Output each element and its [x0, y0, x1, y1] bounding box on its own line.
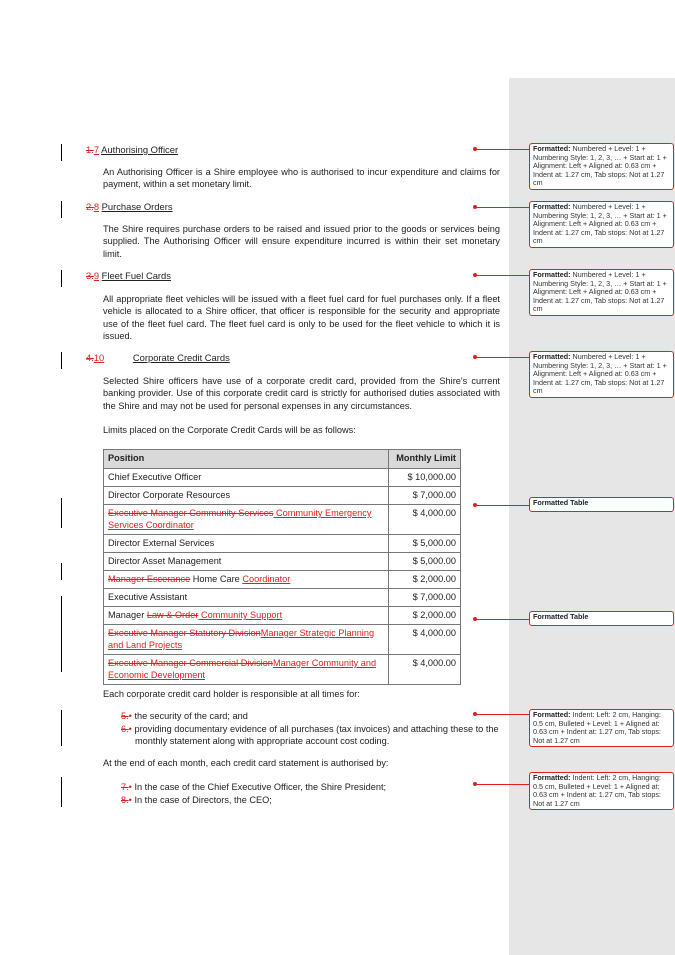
deleted-text: Law & Order — [146, 610, 199, 620]
change-bar — [61, 596, 62, 613]
table-row — [104, 607, 461, 625]
table-row — [104, 571, 461, 589]
change-bar — [61, 201, 62, 218]
anchor-dot — [473, 503, 477, 507]
callout-text: Numbered + Level: 1 + Numbering Style: 1, 2, 3, … + Start at: 1 + Alignment: Left + Aligned at: 0.63 cm + Indent at: 1.27 cm, Tab stops: Not at 1.27 cm — [533, 202, 667, 246]
inserted-number: 10 — [93, 352, 105, 363]
inserted-text: Community Support — [198, 610, 283, 620]
section-title: Purchase Orders — [101, 201, 173, 212]
anchor-dot — [473, 712, 477, 716]
position-cell — [104, 469, 389, 487]
list-marker — [121, 782, 132, 792]
change-bar — [61, 270, 62, 287]
position-text: Manager — [108, 610, 147, 620]
section-paragraph: Selected Shire officers have use of a corporate credit card, provided from the Shire's current banking provider. Use of this corporate credit card is strictly for authorised duties associated with the Shire and may not be used for personal expenses in any circumstances. — [103, 376, 500, 411]
format-callout[interactable] — [529, 351, 674, 398]
list-item — [121, 723, 501, 748]
callout-label: Formatted: — [533, 144, 571, 153]
list-marker — [121, 795, 132, 805]
statement-intro: At the end of each month, each credit card statement is authorised by: — [103, 758, 389, 768]
position-text: Director Asset Management — [108, 556, 222, 566]
inserted-number: 8 — [93, 201, 100, 212]
bullet-icon: • — [128, 782, 132, 792]
limits-intro: Limits placed on the Corporate Credit Cards will be as follows: — [103, 425, 356, 435]
change-bar — [61, 144, 62, 161]
callout-label: Formatted: — [533, 352, 571, 361]
section-heading — [86, 270, 171, 281]
deleted-number: 8. — [121, 795, 129, 805]
change-bar — [61, 777, 62, 807]
position-cell — [104, 535, 389, 553]
limit-cell: $ 7,000.00 — [389, 487, 461, 505]
deleted-number: 5. — [121, 711, 129, 721]
deleted-text: Executive Manager Commercial Division — [108, 658, 273, 668]
deleted-number: 7. — [121, 782, 129, 792]
section-title: Corporate Credit Cards — [132, 352, 230, 363]
callout-label: Formatted Table — [533, 612, 589, 621]
table-row — [104, 505, 461, 535]
comment-connector — [475, 784, 529, 785]
bullet-icon: • — [128, 795, 132, 805]
list-item-text: In the case of the Chief Executive Officer, the Shire President; — [134, 782, 387, 792]
position-cell — [104, 505, 389, 535]
anchor-dot — [473, 782, 477, 786]
deleted-text: Executive Manager Statutory Division — [108, 628, 261, 638]
position-header: Position — [104, 450, 389, 469]
table-row — [104, 469, 461, 487]
table-row — [104, 655, 461, 685]
holder-intro: Each corporate credit card holder is responsible at all times for: — [103, 689, 360, 699]
position-cell — [104, 553, 389, 571]
limit-cell: $ 2,000.00 — [389, 607, 461, 625]
table-header-row — [104, 450, 461, 469]
bullet-icon: • — [128, 711, 132, 721]
callout-label: Formatted: — [533, 710, 571, 719]
position-text: Director External Services — [108, 538, 215, 548]
inserted-text: Manager Strategic Planning and Land Projects — [108, 628, 375, 650]
comment-connector — [475, 505, 529, 506]
callout-label: Formatted: — [533, 270, 571, 279]
position-cell — [104, 607, 389, 625]
deleted-number: 1. — [86, 144, 94, 155]
comment-connector — [475, 275, 529, 276]
change-bar — [61, 710, 62, 746]
list-item-text: providing documentary evidence of all purchases (tax invoices) and attaching these to the monthly statement along with appropriate account cost coding. — [134, 724, 499, 747]
limit-cell: $ 4,000.00 — [389, 625, 461, 655]
limit-cell: $ 4,000.00 — [389, 655, 461, 685]
format-table-callout[interactable] — [529, 497, 674, 512]
section-title: Authorising Officer — [101, 144, 179, 155]
callout-text: Numbered + Level: 1 + Numbering Style: 1, 2, 3, … + Start at: 1 + Alignment: Left + Aligned at: 0.63 cm + Indent at: 1.27 cm, Tab stops: Not at 1.27 cm — [533, 270, 667, 314]
change-bar — [61, 563, 62, 580]
table-row — [104, 589, 461, 607]
inserted-text: Coordinator — [242, 574, 291, 584]
anchor-dot — [473, 617, 477, 621]
inserted-text: Manager Community and Economic Development — [108, 658, 377, 680]
table-row — [104, 553, 461, 571]
inserted-text: Community Emergency Services Coordinator — [108, 508, 372, 530]
inserted-number: 9 — [93, 270, 100, 281]
format-callout[interactable] — [529, 772, 674, 810]
anchor-dot — [473, 205, 477, 209]
deleted-number: 6. — [121, 724, 129, 734]
position-text: Director Corporate Resources — [108, 490, 231, 500]
section-title: Fleet Fuel Cards — [101, 270, 171, 281]
list-item — [121, 710, 248, 722]
limit-cell: $ 4,000.00 — [389, 505, 461, 535]
position-text: Chief Executive Officer — [108, 472, 202, 482]
change-bar — [61, 352, 62, 369]
list-item — [121, 794, 272, 806]
comment-connector — [475, 714, 529, 715]
callout-text: Numbered + Level: 1 + Numbering Style: 1, 2, 3, … + Start at: 1 + Alignment: Left + Aligned at: 0.63 cm + Indent at: 1.27 cm, Tab stops: Not at 1.27 cm — [533, 352, 667, 396]
position-cell — [104, 655, 389, 685]
bullet-icon: • — [128, 724, 132, 734]
callout-text: Numbered + Level: 1 + Numbering Style: 1, 2, 3, … + Start at: 1 + Alignment: Left + Aligned at: 0.63 cm + Indent at: 1.27 cm, Tab stops: Not at 1.27 cm — [533, 144, 667, 188]
callout-label: Formatted: — [533, 202, 571, 211]
list-item-text: the security of the card; and — [134, 711, 248, 721]
credit-limit-table — [103, 449, 461, 685]
callout-label: Formatted: — [533, 773, 571, 782]
position-text: Executive Assistant — [108, 592, 188, 602]
table-row — [104, 487, 461, 505]
limit-cell: $ 7,000.00 — [389, 589, 461, 607]
anchor-dot — [473, 273, 477, 277]
list-item — [121, 781, 386, 793]
limit-cell: $ 2,000.00 — [389, 571, 461, 589]
format-table-callout[interactable] — [529, 611, 674, 626]
position-text: Home Care — [190, 574, 243, 584]
section-paragraph: The Shire requires purchase orders to be raised and issued prior to the goods or services being supplied. The Authorising Officer will ensure expenditure incurred is within their set monetary limit. — [103, 224, 500, 259]
section-heading — [86, 144, 178, 155]
callout-text: Indent: Left: 2 cm, Hanging: 0.5 cm, Bulleted + Level: 1 + Aligned at: 0.63 cm + Indent at: 1.27 cm, Tab stops: Not at 1.27 cm — [533, 773, 661, 808]
anchor-dot — [473, 355, 477, 359]
change-bar — [61, 612, 62, 672]
table-row — [104, 625, 461, 655]
position-cell — [104, 625, 389, 655]
limit-cell: $ 5,000.00 — [389, 553, 461, 571]
limit-header: Monthly Limit — [389, 450, 461, 469]
callout-label: Formatted Table — [533, 498, 589, 507]
section-paragraph: All appropriate fleet vehicles will be issued with a fleet fuel card for fuel purchases only. If a fleet vehicle is allocated to a Shire officer, that officer is responsible for the security and appropriate use of the fleet fuel card. The fleet fuel card is only to be used for the fleet vehicle to which it is issued. — [103, 294, 500, 341]
deleted-text: Executive Manager Community Services — [108, 508, 274, 518]
format-callout[interactable] — [529, 269, 674, 316]
section-heading — [86, 352, 230, 363]
comment-connector — [475, 149, 529, 150]
format-callout[interactable] — [529, 201, 674, 248]
deleted-number: 4. — [86, 352, 94, 363]
list-marker — [121, 724, 132, 734]
format-callout[interactable] — [529, 143, 674, 190]
deleted-number: 2. — [86, 201, 94, 212]
callout-text: Indent: Left: 2 cm, Hanging: 0.5 cm, Bulleted + Level: 1 + Aligned at: 0.63 cm + Indent at: 1.27 cm, Tab stops: Not at 1.27 cm — [533, 710, 661, 745]
comment-connector — [475, 619, 529, 620]
format-callout[interactable] — [529, 709, 674, 747]
table-row — [104, 535, 461, 553]
list-marker — [121, 711, 132, 721]
limit-cell: $ 5,000.00 — [389, 535, 461, 553]
section-paragraph: An Authorising Officer is a Shire employee who is authorised to incur expenditure and claims for payment, within a set monetary limit. — [103, 167, 500, 190]
comment-connector — [475, 207, 529, 208]
change-bar — [61, 498, 62, 528]
position-cell — [104, 487, 389, 505]
list-item-text: In the case of Directors, the CEO; — [134, 795, 272, 805]
deleted-text: Manager Escerance — [108, 574, 191, 584]
position-cell — [104, 571, 389, 589]
deleted-number: 3. — [86, 270, 94, 281]
anchor-dot — [473, 147, 477, 151]
inserted-number: 7 — [93, 144, 100, 155]
limit-cell: $ 10,000.00 — [389, 469, 461, 487]
comment-connector — [475, 357, 529, 358]
position-cell — [104, 589, 389, 607]
section-heading — [86, 201, 173, 212]
